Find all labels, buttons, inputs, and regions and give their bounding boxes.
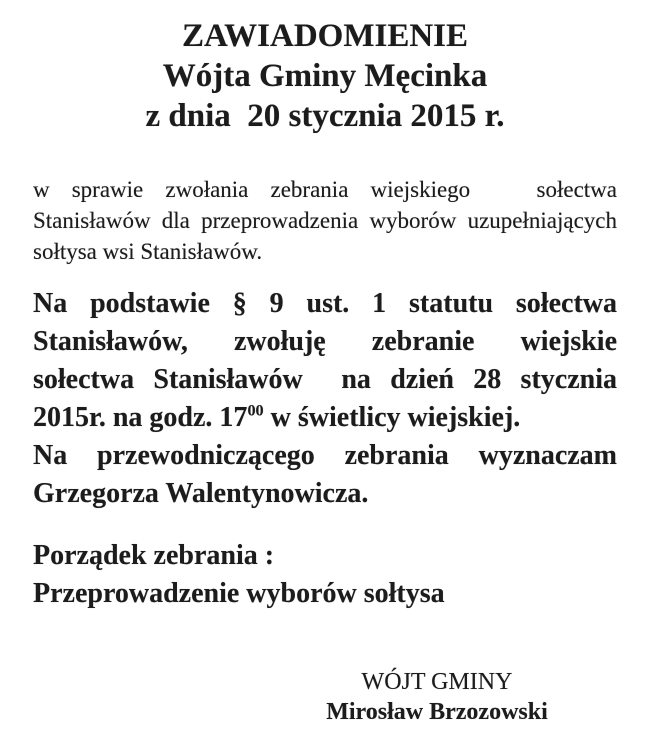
text-line: Na przewodniczącego zebrania wyznaczam bbox=[33, 440, 617, 471]
main-paragraph bbox=[33, 285, 617, 513]
text-line: Porządek zebrania : bbox=[33, 540, 275, 571]
text-line: Przeprowadzenie wyborów sołtysa bbox=[33, 578, 445, 609]
text-line: Grzegorza Walentynowicza. bbox=[33, 478, 369, 509]
agenda-paragraph bbox=[33, 537, 617, 613]
signature-role: WÓJT GMINY bbox=[361, 669, 513, 695]
text-line: ZAWIADOMIENIE bbox=[181, 18, 469, 54]
text-line: Na podstawie § 9 ust. 1 statutu sołectwa bbox=[33, 288, 617, 319]
intro-paragraph bbox=[33, 174, 617, 267]
signature-block bbox=[287, 667, 587, 727]
signature-name: Mirosław Brzozowski bbox=[326, 699, 548, 725]
text-line: Stanisławów, zwołuję zebranie wiejskie bbox=[33, 326, 617, 357]
text-line: Wójta Gminy Męcinka bbox=[162, 58, 488, 94]
text-line: sołectwa Stanisławów na dzień 28 stycznia bbox=[33, 364, 617, 395]
text-line: Stanisławów dla przeprowadzenia wyborów uzupełniających bbox=[33, 208, 617, 233]
text-line: w sprawie zwołania zebrania wiejskiego sołectwa bbox=[33, 177, 617, 202]
text-line: 2015r. na godz. $17^{00}$ w świetlicy wiejskiej. bbox=[33, 401, 521, 433]
notice-title bbox=[33, 16, 617, 136]
text-line: sołtysa wsi Stanisławów. bbox=[33, 239, 263, 264]
text-line: z dnia 20 stycznia 2015 r. bbox=[145, 98, 505, 134]
